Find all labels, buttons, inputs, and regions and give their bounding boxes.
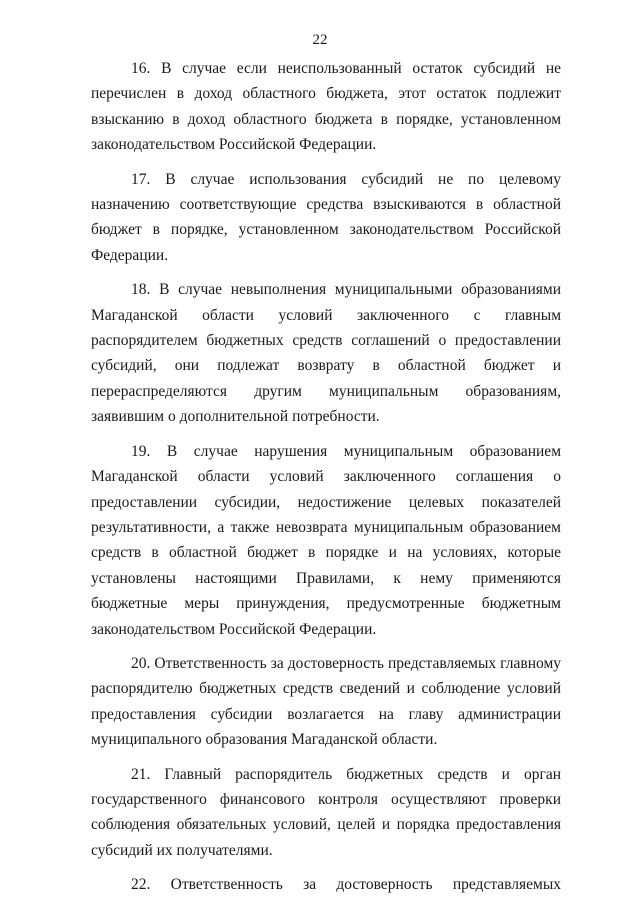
paragraph-20: 20. Ответственность за достоверность представляемых главному распорядителю бюджетных средств сведений и соблюдение условий предоставления субсидии возлагается на главу администрации муниципального образования Магаданской области. (91, 654, 561, 749)
paragraph-21: 21. Главный распорядитель бюджетных средств и орган государственного финансового контроля осуществляют проверки соблюдения обязательных условий, целей и порядка предоставления субсидий их получателями. (91, 765, 561, 859)
document-body (91, 56, 561, 907)
page-number: 22 (312, 32, 328, 48)
paragraph-22: 22. Ответственность за достоверность представляемых (131, 876, 561, 894)
paragraph-16: 16. В случае если неиспользованный остаток субсидий не перечислен в доход областного бюджета, этот остаток подлежит взысканию в доход областного бюджета в порядке, установленном законодательством Российской Федерации. (91, 60, 561, 154)
paragraph-17: 17. В случае использования субсидий не по целевому назначению соответствующие средства взыскиваются в областной бюджет в порядке, установленном законодательством Российской Федерации. (91, 170, 561, 264)
paragraph-19: 19. В случае нарушения муниципальным образованием Магаданской области условий заключенного соглашения о предоставлении субсидии, недостижение целевых показателей результативности, а также невозврата муниципальным образованием средств в областной бюджет в порядке и на условиях, которые установлены настоящими Правилами, к нему применяются бюджетные меры принуждения, предусмотренные бюджетным законодательством Российской Федерации. (91, 442, 561, 638)
paragraph-18: 18. В случае невыполнения муниципальными образованиями Магаданской области условий заключенного с главным распорядителем бюджетных средств соглашений о предоставлении субсидий, они подлежат возврату в областной бюджет и перераспределяются другим муниципальным образованиям, заявившим о дополнительной потребности. (91, 281, 561, 426)
